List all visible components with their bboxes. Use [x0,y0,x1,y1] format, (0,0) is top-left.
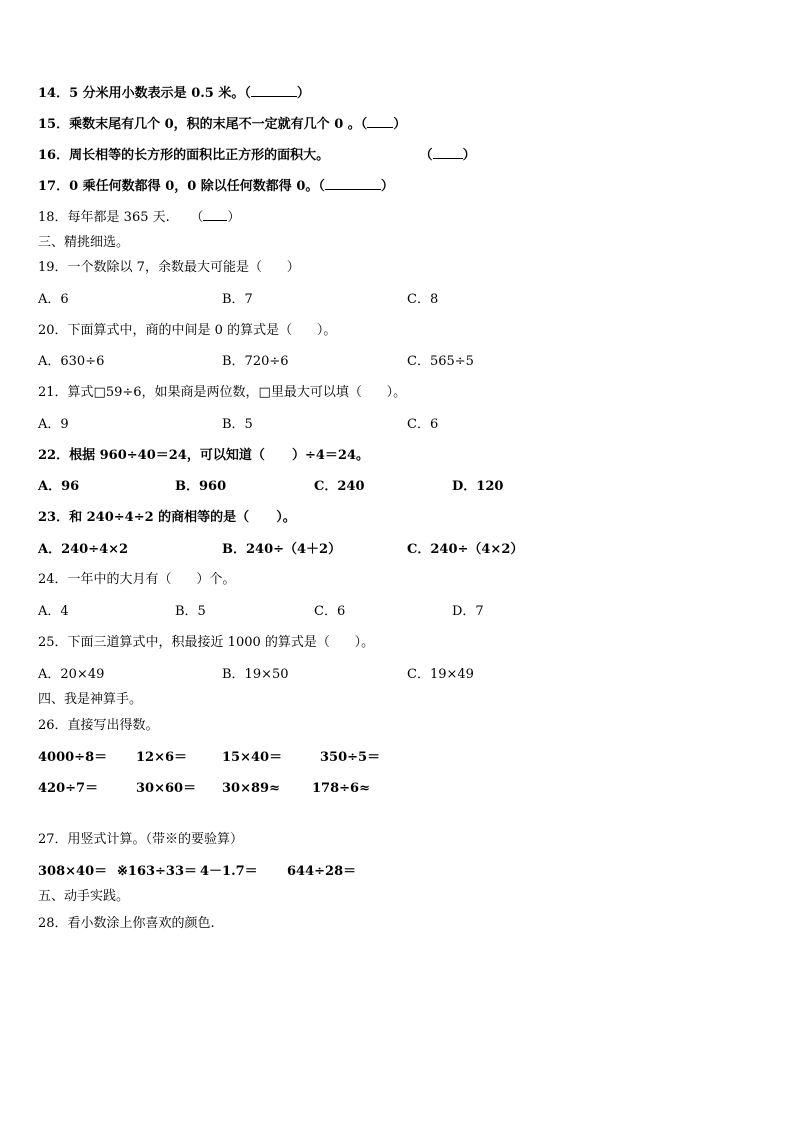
option-a[interactable]: A．20×49 [38,667,105,682]
section-heading-4: 四、我是神算手。 [38,692,143,707]
answer-blank[interactable] [325,177,381,190]
vertical-item: 308×40＝ [38,864,108,879]
option-b[interactable]: B．240÷（4＋2） [222,542,342,557]
question-15: 15．乘数末尾有几个 0，积的末尾不一定就有几个 0 。（ ） [38,117,407,132]
option-c[interactable]: C．6 [314,604,346,619]
answer-blank[interactable] [251,84,297,97]
oral-item: 30×60＝ [136,781,197,796]
question-28-stem: 28．看小数涂上你喜欢的颜色. [38,916,215,931]
answer-blank[interactable] [203,208,227,221]
option-c[interactable]: C．6 [407,417,439,432]
option-b[interactable]: B．5 [222,417,253,432]
option-b[interactable]: B．5 [175,604,206,619]
oral-item: 178÷6≈ [312,781,370,796]
oral-item: 30×89≈ [222,781,280,796]
answer-blank[interactable] [433,146,463,159]
question-20-stem: 20．下面算式中，商的中间是 0 的算式是（ ）。 [38,323,337,338]
option-c[interactable]: C．565÷5 [407,354,474,369]
question-24-stem: 24．一年中的大月有（ ）个。 [38,572,236,587]
option-a[interactable]: A．9 [38,417,69,432]
question-21-stem: 21．算式□59÷6，如果商是两位数，□里最大可以填（ ）。 [38,385,407,400]
question-14: 14．5 分米用小数表示是 0.5 米。（ ） [38,86,310,101]
vertical-item: 4－1.7＝ [200,864,258,879]
question-25-stem: 25．下面三道算式中，积最接近 1000 的算式是（ ）。 [38,635,375,650]
vertical-item: 644÷28＝ [287,864,357,879]
question-16: 16．周长相等的长方形的面积比正方形的面积大。 （ ） [38,148,476,163]
oral-item: 420÷7＝ [38,781,99,796]
option-c[interactable]: C．240÷（4×2） [407,542,524,557]
section-heading-3: 三、精挑细选。 [38,235,130,250]
question-19-stem: 19．一个数除以 7，余数最大可能是（ ） [38,260,300,275]
question-23-stem: 23．和 240÷4÷2 的商相等的是（ ）。 [38,510,296,525]
option-a[interactable]: A．96 [38,479,80,494]
section-heading-5: 五、动手实践。 [38,889,130,904]
option-b[interactable]: B．720÷6 [222,354,289,369]
option-b[interactable]: B．960 [175,479,227,494]
question-17: 17．0 乘任何数都得 0，0 除以任何数都得 0。（ ） [38,179,394,194]
option-b[interactable]: B．7 [222,292,253,307]
option-a[interactable]: A．630÷6 [38,354,105,369]
option-d[interactable]: D．7 [452,604,484,619]
option-a[interactable]: A．240÷4×2 [38,542,129,557]
question-22-stem: 22．根据 960÷40＝24，可以知道（ ）÷4＝24。 [38,448,370,463]
option-a[interactable]: A．4 [38,604,69,619]
question-18: 18．每年都是 365 天. （ ） [38,210,241,225]
question-27-stem: 27．用竖式计算。（带※的要验算） [38,832,244,847]
oral-item: 350÷5＝ [320,750,381,765]
option-c[interactable]: C．8 [407,292,439,307]
oral-item: 15×40＝ [222,750,283,765]
option-c[interactable]: C．19×49 [407,667,474,682]
option-c[interactable]: C．240 [314,479,365,494]
oral-item: 12×6＝ [136,750,188,765]
option-a[interactable]: A．6 [38,292,69,307]
option-b[interactable]: B．19×50 [222,667,289,682]
oral-item: 4000÷8＝ [38,750,108,765]
question-26-stem: 26．直接写出得数。 [38,718,159,733]
option-d[interactable]: D．120 [452,479,504,494]
answer-blank[interactable] [367,115,393,128]
vertical-item: ※163÷33＝ [117,864,198,879]
